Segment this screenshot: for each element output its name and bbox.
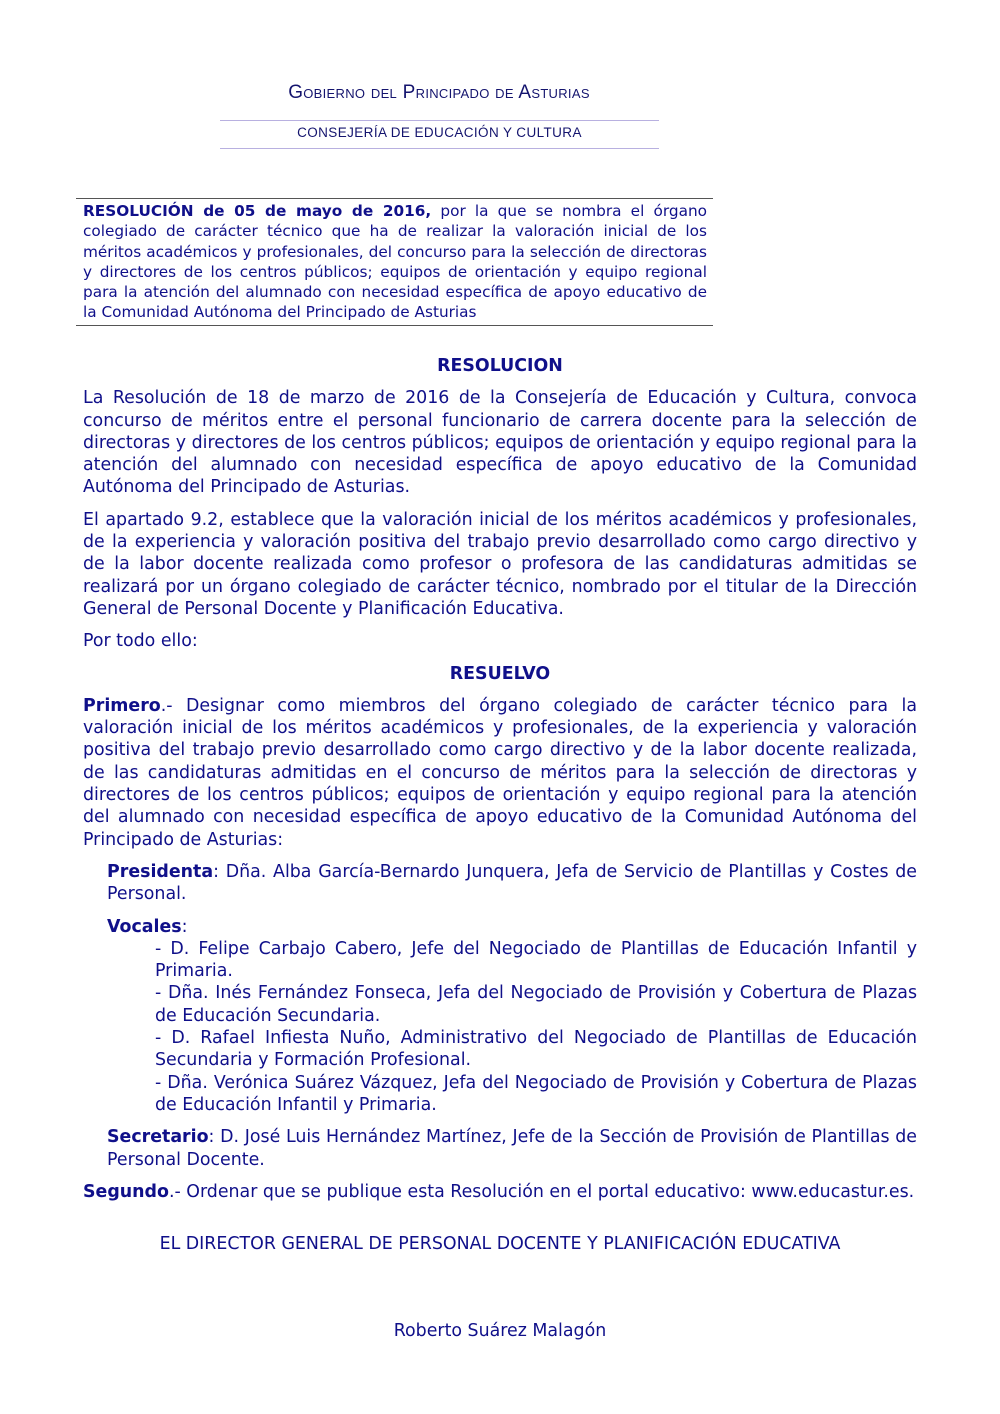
- signatory-title: EL DIRECTOR GENERAL DE PERSONAL DOCENTE Y PLANIFICACIÓN EDUCATIVA: [159, 1234, 841, 1255]
- primero-label: Primero: [83, 695, 161, 716]
- secretario-label: Secretario: [107, 1127, 209, 1148]
- vocales-colon: :: [181, 916, 188, 937]
- resuelvo-heading: [83, 663, 917, 685]
- government-header: Gobierno del Principado de Asturias: [288, 82, 590, 103]
- paragraph-2: El apartado 9.2, establece que la valoración inicial de los méritos académicos y profesionales, de la experiencia y valoración positiva del trabajo previo desarrollado como cargo directivo y de la labor docente realizada como profesor o profesora de las candidaturas admitidas se realizará por un órgano colegiado de carácter técnico, nombrado por el titular de la Dirección General de Personal Docente y Planificación Educativa.: [83, 509, 917, 619]
- presidenta-label: Presidenta: [107, 861, 214, 882]
- presidenta-paragraph: [107, 861, 917, 906]
- paragraph-3: Por todo ello:: [83, 631, 198, 652]
- paragraph-1: La Resolución de 18 de marzo de 2016 de la Consejería de Educación y Cultura, convoca concurso de méritos entre el personal funcionario de carrera docente para la selección de directoras y directores de los centros públicos; equipos de orientación y equipo regional para la atención del alumnado con necesidad específica de apoyo educativo de la Comunidad Autónoma del Principado de Asturias.: [83, 388, 917, 498]
- document-body: [83, 0, 917, 1413]
- vocales-heading: [107, 916, 917, 938]
- segundo-label: Segundo: [83, 1181, 169, 1202]
- title-text: RESOLUCION: [437, 356, 563, 376]
- signatory-name: Roberto Suárez Malagón: [393, 1321, 607, 1342]
- resolution-title: [83, 355, 917, 377]
- primero-paragraph: [83, 695, 917, 851]
- primero-text: .- Designar como miembros del órgano colegiado de carácter técnico para la valoración inicial de los méritos académicos y profesionales, de la experiencia y valoración positiva del trabajo previo desarrollado como cargo directivo y de la labor docente realizada, de las candidaturas admitidas en el concurso de méritos para la selección de directoras y directores de los centros públicos; equipos de orientación y equipo regional para la atención del alumnado con necesidad específica de apoyo educativo de la Comunidad Autónoma del Principado de Asturias:: [83, 695, 917, 850]
- segundo-text: .- Ordenar que se publique esta Resolución en el portal educativo: www.educastur.es.: [168, 1181, 915, 1202]
- summary-bold: RESOLUCIÓN de 05 de mayo de 2016,: [83, 202, 432, 220]
- resuelvo-text: RESUELVO: [449, 663, 551, 684]
- department-header: CONSEJERÍA DE EDUCACIÓN Y CULTURA: [297, 125, 582, 140]
- vocal-item: - Dña. Inés Fernández Fonseca, Jefa del Negociado de Provisión y Cobertura de Plazas de Educación Secundaria.: [155, 983, 917, 1026]
- vocal-item: - Dña. Verónica Suárez Vázquez, Jefa del Negociado de Provisión y Cobertura de Plazas de Educación Infantil y Primaria.: [155, 1072, 917, 1115]
- segundo-paragraph: [83, 1181, 917, 1203]
- vocal-item: - D. Felipe Carbajo Cabero, Jefe del Negociado de Plantillas de Educación Infantil y Primaria.: [155, 938, 917, 982]
- vocales-label: Vocales: [107, 916, 182, 937]
- summary-text: por la que se nombra el órgano colegiado de carácter técnico que ha de realizar la valoración inicial de los méritos académicos y profesionales, del concurso para la selección de directoras y directores de los centros públicos; equipos de orientación y equipo regional para la atención del alumnado con necesidad específica de apoyo educativo de la Comunidad Autónoma del Principado de Asturias: [83, 202, 707, 322]
- vocal-item: - D. Rafael Infiesta Nuño, Administrativo del Negociado de Plantillas de Educación Secundaria y Formación Profesional.: [155, 1028, 917, 1071]
- secretario-paragraph: [107, 1126, 917, 1171]
- presidenta-text: : Dña. Alba García-Bernardo Junquera, Jefa de Servicio de Plantillas y Costes de Personal.: [107, 861, 917, 905]
- secretario-text: : D. José Luis Hernández Martínez, Jefe de la Sección de Provisión de Plantillas de Personal Docente.: [107, 1127, 917, 1170]
